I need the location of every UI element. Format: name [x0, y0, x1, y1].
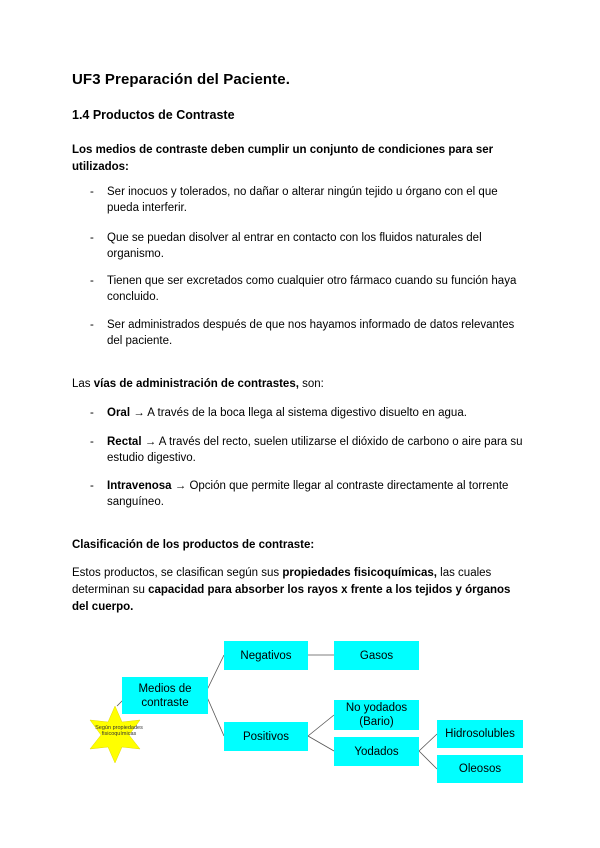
route-name: Intravenosa: [107, 480, 172, 492]
route-name: Rectal: [107, 436, 142, 448]
page-title: UF3 Preparación del Paciente.: [72, 71, 290, 88]
route-text: → A través de la boca llega al sistema digestivo disuelto en agua.: [130, 407, 467, 419]
routes-intro-bold: vías de administración de contrastes,: [93, 378, 299, 390]
classification-heading: Clasificación de los productos de contraste:: [72, 539, 315, 551]
list-item: - Ser administrados después de que nos hayamos informado de datos relevantes del paciente.: [90, 317, 530, 349]
routes-intro-after: son:: [298, 378, 324, 390]
list-item: - Ser inocuos y tolerados, no dañar o alterar ningún tejido u órgano con el que pueda interferir.: [90, 184, 530, 216]
list-item-text: Que se puedan disolver al entrar en contacto con los fluidos naturales del organismo.: [107, 232, 482, 260]
node-gasos: Gasos: [334, 641, 419, 670]
conditions-intro: Los medios de contraste deben cumplir un conjunto de condiciones para ser utilizados:: [72, 144, 494, 173]
route-name: Oral: [107, 407, 131, 419]
list-item: - Que se puedan disolver al entrar en contacto con los fluidos naturales del organismo.: [90, 230, 530, 262]
route-text: → A través del recto, suelen utilizarse el dióxido de carbono o aire para su estudio digestivo.: [107, 436, 523, 464]
route-item-oral: - Oral → A través de la boca llega al sistema digestivo disuelto en agua.: [90, 407, 467, 419]
node-no-yodados: No yodados (Bario): [334, 700, 419, 730]
route-text: → Opción que permite llegar al contraste directamente al torrente sanguíneo.: [107, 480, 509, 508]
list-item-text: Ser inocuos y tolerados, no dañar o alterar ningún tejido u órgano con el que pueda interferir.: [107, 186, 498, 214]
node-negativos: Negativos: [224, 641, 308, 670]
node-hidrosolubles: Hidrosolubles: [437, 720, 523, 748]
class-para-d: capacidad para absorber los rayos x frente a los tejidos y órganos del cuerpo.: [72, 584, 511, 613]
route-item-intravenosa: - Intravenosa → Opción que permite llegar al contraste directamente al torrente sanguíneo.: [90, 480, 509, 508]
node-positivos: Positivos: [224, 722, 308, 751]
class-para-a: Estos productos, se clasifican según sus: [72, 567, 283, 579]
node-medios-de-contraste: Medios de contraste: [122, 677, 208, 714]
class-para-c: las cuales determinan su: [72, 567, 492, 596]
star-label: Según propiedades fisicoquímicas: [95, 725, 143, 737]
section-heading: 1.4 Productos de Contraste: [72, 108, 235, 122]
class-para-b: propiedades fisicoquímicas,: [282, 567, 437, 579]
routes-intro-before: Las: [72, 378, 94, 390]
list-item: - Tienen que ser excretados como cualquier otro fármaco cuando su función haya concluido.: [90, 273, 530, 305]
route-item-rectal: - Rectal → A través del recto, suelen utilizarse el dióxido de carbono o aire para su estudio digestivo.: [90, 436, 523, 464]
list-item-text: Ser administrados después de que nos hayamos informado de datos relevantes del paciente.: [107, 319, 515, 347]
list-item-text: Tienen que ser excretados como cualquier otro fármaco cuando su función haya concluido.: [107, 275, 517, 303]
node-oleosos: Oleosos: [437, 755, 523, 783]
node-yodados: Yodados: [334, 737, 419, 766]
